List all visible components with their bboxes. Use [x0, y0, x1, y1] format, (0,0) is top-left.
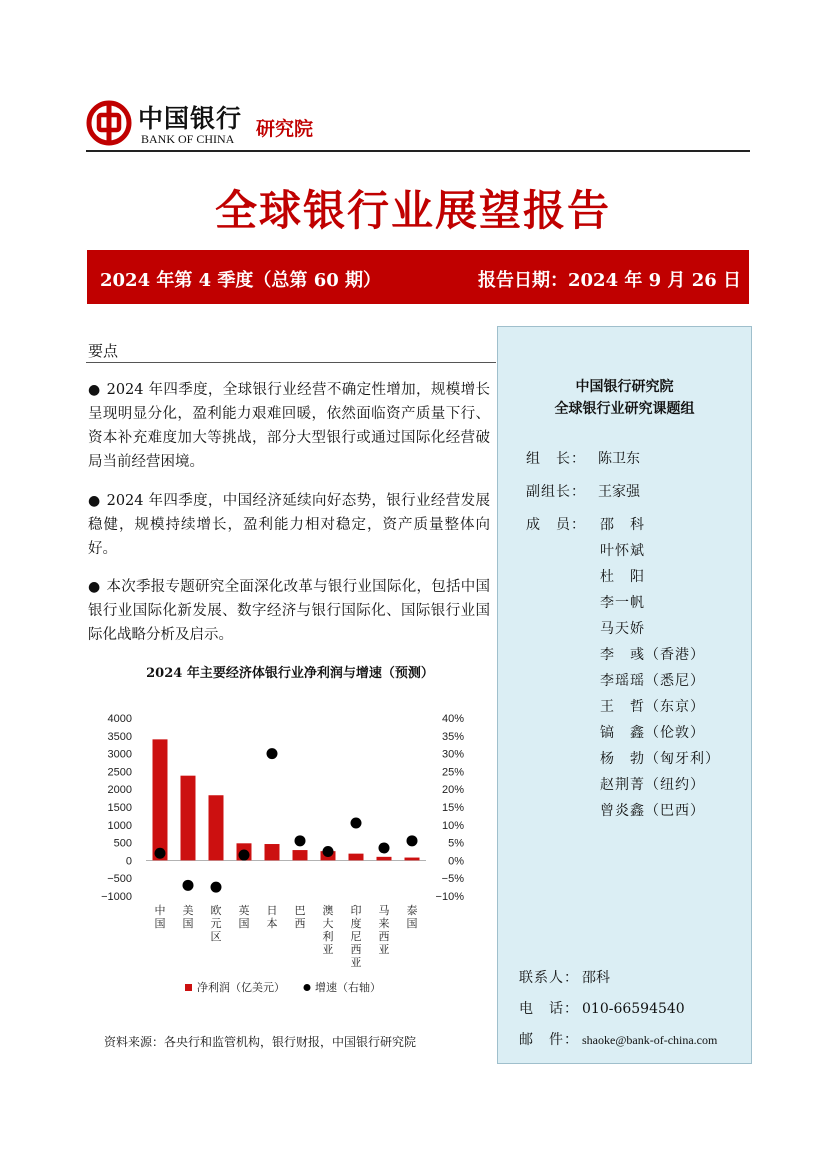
members-label	[526, 514, 598, 534]
bullet-icon: ●	[88, 579, 101, 595]
dot-growth	[211, 882, 222, 893]
team-member: 李一帆	[600, 595, 645, 611]
team-leader-row	[526, 448, 640, 468]
phone-label: 电 话：	[519, 1001, 579, 1017]
y-left-tick-label: 3000	[107, 748, 132, 761]
contact-person-label: 联系人：	[519, 970, 579, 986]
brand-name-en: BANK OF CHINA	[141, 132, 235, 146]
team-leader-label: 组 长：	[526, 451, 586, 467]
deputy-leader-row	[526, 481, 640, 501]
legend-label-net-profit: 净利润（亿美元）	[197, 981, 285, 994]
y-right-tick-label: 35%	[441, 730, 464, 743]
team-member: 叶怀斌	[600, 543, 645, 559]
bar-net-profit	[265, 844, 280, 860]
research-team-sidebar	[497, 326, 752, 1064]
dot-growth	[295, 835, 306, 846]
dot-growth	[239, 850, 250, 861]
key-point-text: 2024 年四季度，中国经济延续向好态势，银行业经营发展稳健，规模持续增长，盈利能力相对稳定，资产质量整体向好。	[88, 493, 491, 557]
x-category-label: 印度尼西亚	[350, 904, 362, 969]
dot-growth	[351, 818, 362, 829]
y-right-tick-label: 5%	[448, 837, 464, 850]
bar-net-profit	[293, 850, 308, 860]
x-category-label: 英国	[238, 904, 250, 930]
header-divider	[86, 150, 750, 152]
y-left-tick-label: −500	[107, 873, 132, 886]
contact-person-name: 邵科	[582, 970, 610, 986]
team-member: 镐 鑫（伦敦）	[600, 725, 705, 741]
bullet-icon: ●	[88, 382, 101, 398]
y-left-tick-label: 1500	[107, 802, 132, 814]
dot-growth	[267, 748, 278, 759]
y-right-tick-label: 20%	[441, 784, 464, 797]
x-category-label: 泰国	[406, 904, 418, 930]
legend-swatch-dot	[304, 984, 311, 991]
bar-net-profit	[181, 776, 196, 861]
bar-net-profit	[209, 795, 224, 860]
bar-net-profit	[377, 857, 392, 861]
y-left-tick-label: 500	[113, 837, 132, 850]
dot-growth	[379, 842, 390, 853]
key-points-divider	[86, 362, 496, 363]
bullet-icon: ●	[88, 493, 101, 509]
team-member: 杨 勃（匈牙利）	[600, 751, 720, 767]
y-left-tick-label: 2000	[107, 784, 132, 797]
institute-label: 研究院	[256, 118, 314, 140]
y-right-tick-label: 40%	[441, 713, 464, 725]
deputy-leader-name: 王家强	[598, 484, 640, 500]
x-category-label: 中国	[154, 904, 166, 930]
key-point-text: 本次季报专题研究全面深化改革与银行业国际化，包括中国银行业国际化新发展、数字经济与银行国际化、国际银行业国际化战略分析及启示。	[88, 579, 491, 643]
y-right-tick-label: 15%	[441, 802, 464, 814]
source-note: 资料来源：各央行和监管机构，银行财报，中国银行研究院	[104, 1035, 417, 1049]
bar-net-profit	[349, 854, 364, 861]
y-right-tick-label: 25%	[441, 766, 464, 779]
y-left-tick-label: 2500	[107, 766, 132, 779]
y-right-tick-label: 10%	[441, 819, 464, 832]
team-member: 赵荆菁（纽约）	[600, 777, 705, 793]
bar-net-profit	[153, 739, 168, 860]
contact-person-row	[519, 967, 610, 987]
x-category-label: 澳大利亚	[322, 904, 334, 956]
email-label: 邮 件：	[519, 1032, 579, 1048]
email-link[interactable]: shaoke@bank-of-china.com	[582, 1033, 718, 1047]
x-category-label: 美国	[182, 904, 194, 930]
members-label-text: 成 员：	[526, 517, 586, 533]
key-point-item	[88, 489, 490, 561]
y-right-tick-label: 30%	[441, 748, 464, 761]
key-point-item	[88, 378, 490, 474]
y-left-tick-label: 4000	[107, 713, 132, 725]
email-row	[519, 1029, 717, 1049]
deputy-leader-label: 副组长：	[526, 484, 586, 500]
team-member: 曾炎鑫（巴西）	[600, 803, 705, 819]
legend-swatch-bar	[185, 984, 192, 991]
issue-number: 2024 年第 4 季度（总第 60 期）	[100, 270, 382, 291]
sidebar-org-name: 中国银行研究院	[575, 379, 674, 395]
y-left-tick-label: −1000	[101, 891, 132, 903]
y-left-tick-label: 3500	[107, 730, 132, 743]
bank-of-china-logo-icon	[86, 100, 132, 146]
report-date: 报告日期：2024 年 9 月 26 日	[478, 270, 742, 291]
team-member: 王 哲（东京）	[600, 699, 705, 715]
key-point-text: 2024 年四季度，全球银行业经营不确定性增加，规模增长呈现明显分化，盈利能力艰难回暖，依然面临资产质量下行、资本补充难度加大等挑战，部分大型银行或通过国际化经营破局当前经营困境。	[88, 382, 491, 470]
dot-growth	[183, 880, 194, 891]
key-points-heading: 要点	[88, 342, 119, 360]
y-right-tick-label: −5%	[441, 873, 464, 886]
sidebar-group-name: 全球银行业研究课题组	[554, 401, 695, 417]
team-member: 马天娇	[600, 621, 645, 637]
team-member: 李瑶瑶（悉尼）	[600, 673, 705, 689]
report-title: 全球银行业展望报告	[214, 186, 611, 235]
y-left-tick-label: 0	[125, 855, 132, 868]
key-point-item	[88, 575, 490, 647]
dot-growth	[323, 846, 334, 857]
net-profit-chart	[88, 700, 492, 1020]
y-right-tick-label: −10%	[435, 891, 464, 903]
phone-number: 010-66594540	[582, 1001, 685, 1017]
x-category-label: 马来西亚	[378, 904, 390, 956]
x-category-label: 巴西	[294, 904, 306, 930]
y-right-tick-label: 0%	[448, 855, 464, 868]
team-leader-name: 陈卫东	[598, 451, 640, 467]
team-member: 邵 科	[600, 517, 645, 533]
team-member: 杜 阳	[600, 569, 645, 585]
bar-net-profit	[405, 858, 420, 861]
dot-growth	[407, 835, 418, 846]
x-category-label: 欧元区	[210, 904, 222, 943]
dot-growth	[155, 848, 166, 859]
phone-row	[519, 998, 685, 1018]
chart-title: 2024 年主要经济体银行业净利润与增速（预测）	[146, 666, 434, 681]
y-left-tick-label: 1000	[107, 819, 132, 832]
brand-name-cn: 中国银行	[138, 104, 243, 133]
legend-label-growth: 增速（右轴）	[315, 981, 381, 994]
team-member: 李 彧（香港）	[600, 647, 705, 663]
x-category-label: 日本	[266, 904, 278, 930]
